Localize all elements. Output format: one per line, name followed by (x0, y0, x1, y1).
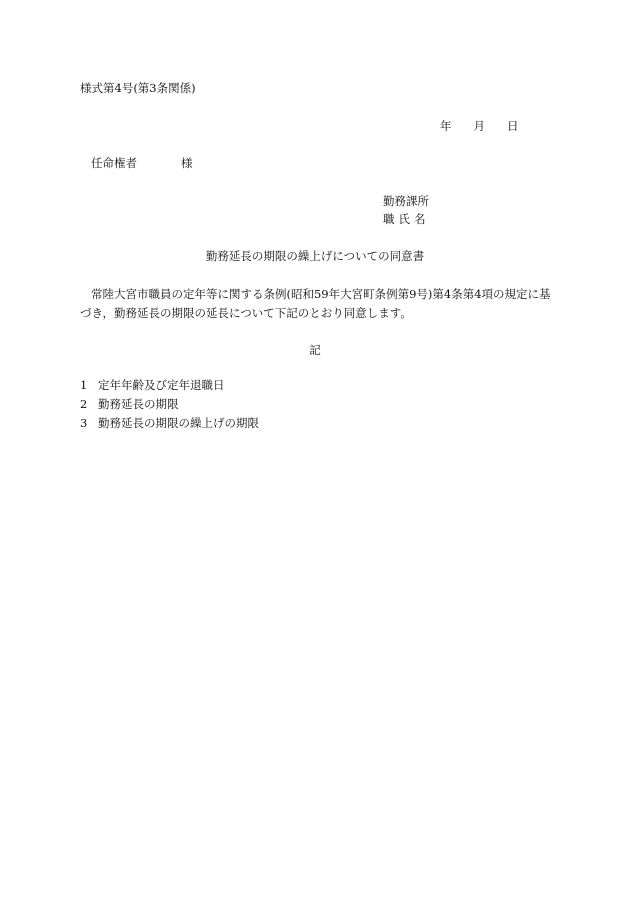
date-year-label: 年 (440, 119, 452, 133)
sender-job-name: 職氏名 (383, 212, 430, 226)
list-item (80, 376, 259, 395)
item-number: 1 (80, 378, 88, 392)
ki-heading: 記 (309, 343, 321, 357)
addressee (91, 155, 193, 171)
document-title: 勤務延長の期限の繰上げについての同意書 (205, 249, 425, 263)
date-field (440, 118, 519, 134)
sender-workplace: 勤務課所 (383, 194, 429, 208)
item-number: 3 (80, 416, 88, 430)
date-month-label: 月 (473, 119, 485, 133)
item-text: 定年年齢及び定年退職日 (98, 378, 225, 392)
item-text: 勤務延長の期限の繰上げの期限 (98, 416, 259, 430)
addressee-name: 任命権者 (91, 156, 137, 170)
item-list (80, 376, 259, 433)
form-number: 様式第4号(第3条関係) (80, 81, 196, 95)
list-item (80, 395, 259, 414)
list-item (80, 414, 259, 433)
date-day-label: 日 (507, 119, 519, 133)
addressee-honorific: 様 (181, 156, 193, 170)
item-number: 2 (80, 397, 88, 411)
body-paragraph: 常陸大宮市職員の定年等に関する条例(昭和59年大宮町条例第9号)第4条第4項の規定に基づき，勤務延長の期限の延長について下記のとおり同意します。 (80, 287, 551, 320)
item-text: 勤務延長の期限 (98, 397, 179, 411)
